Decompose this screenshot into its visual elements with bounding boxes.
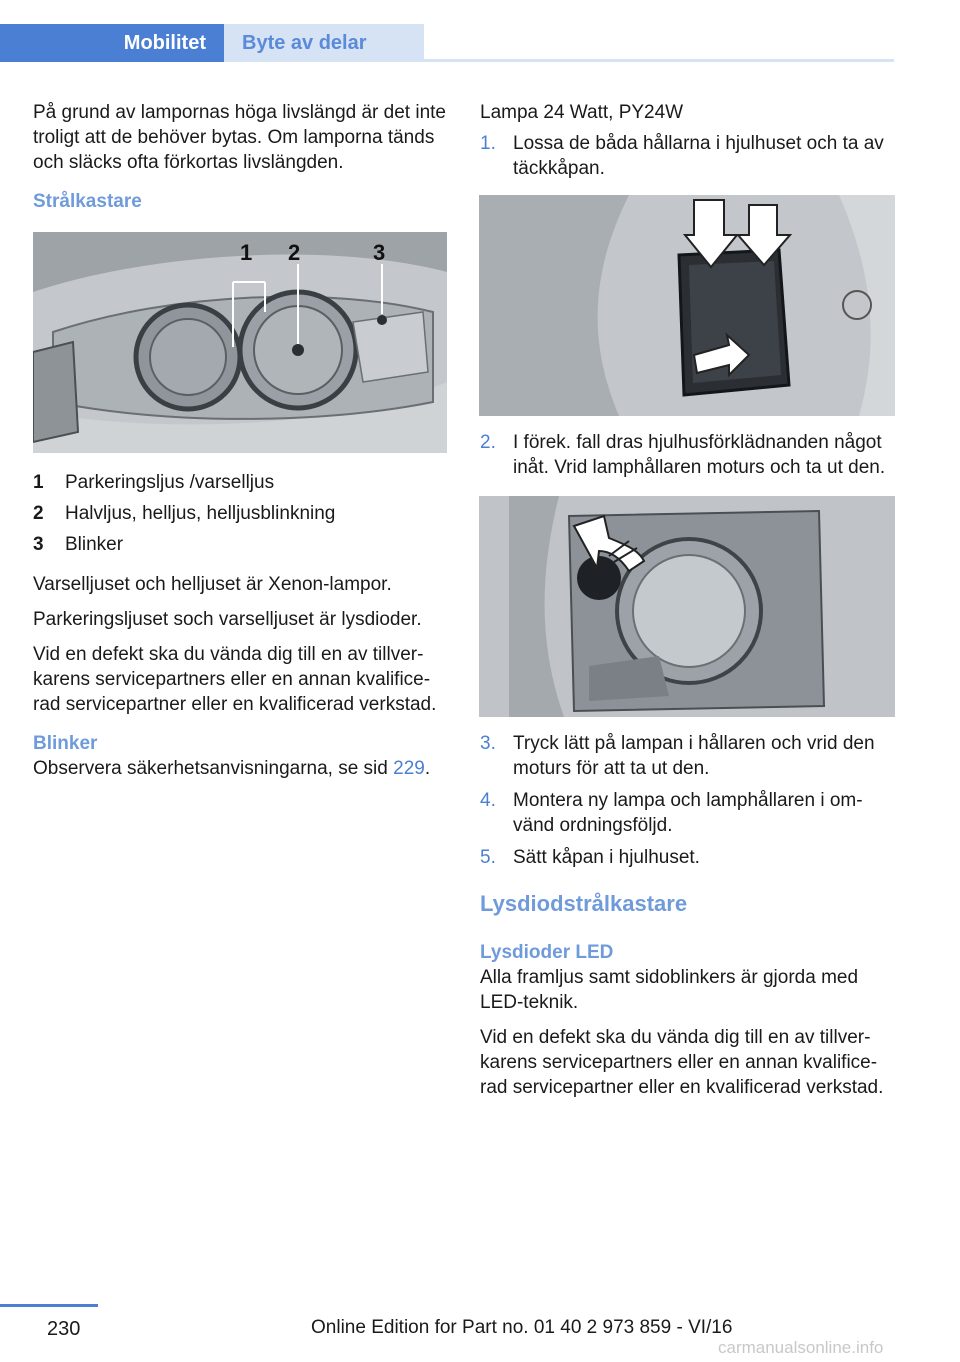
callout-3: 3 — [373, 240, 386, 265]
callout-1: 1 — [240, 240, 253, 265]
legend-item — [33, 498, 447, 529]
page-header — [0, 0, 894, 62]
safety-end: . — [424, 758, 431, 779]
callout-2: 2 — [288, 240, 301, 265]
step-text: Sätt kåpan i hjulhuset. — [513, 847, 700, 868]
left-column — [33, 100, 447, 791]
step-num: 1. — [480, 133, 496, 154]
step-text: Montera ny lampa och lamphållaren i omvänd ordningsföljd. — [513, 790, 863, 836]
step-text: I förek. fall dras hjulhusförklädnanden något inåt. Vrid lamphållaren moturs och ta ut den. — [513, 432, 886, 478]
lamp-title: Lampa 24 Watt, PY24W — [480, 102, 684, 123]
legend-num: 3 — [33, 534, 44, 555]
wheelhouse-cover-illustration — [479, 195, 895, 416]
safety-page-link[interactable]: 229 — [393, 758, 425, 779]
lampholder-figure — [479, 496, 895, 717]
heading-headlights: Strålkastare — [33, 191, 142, 212]
legend-label: Parkeringsljus /varselljus — [65, 472, 275, 493]
safety-text: Observera säkerhetsanvisningarna, se sid — [33, 758, 388, 779]
step-num: 3. — [480, 733, 496, 754]
step-text: Tryck lätt på lampan i hållaren och vrid den moturs för att ta ut den. — [513, 733, 875, 779]
safety-paragraph — [33, 756, 447, 781]
intro-paragraph: På grund av lampornas höga livslängd är det inte troligt att de behöver bytas. Om lamporna tänds och släcks ofta förkortas livslängden. — [33, 102, 446, 173]
footer-rule — [0, 1304, 98, 1307]
legend-item — [33, 529, 447, 560]
legend-num: 2 — [33, 503, 44, 524]
service-paragraph: Vid en defekt ska du vända dig till en av tillverkarens servicepartners eller en annan kvalificerad servicepartner eller en kvalificerad verkstad. — [33, 644, 437, 715]
step-num: 2. — [480, 432, 496, 453]
xenon-paragraph: Varselljuset och helljuset är Xenon-lampor. — [33, 574, 392, 595]
legend-label: Blinker — [65, 534, 124, 555]
step-item — [480, 788, 896, 838]
legend-num: 1 — [33, 472, 44, 493]
header-rule — [224, 59, 894, 62]
tab-byte-av-delar[interactable]: Byte av delar — [224, 24, 424, 62]
heading-led-section: Lysdiodstrålkastare — [480, 891, 688, 916]
step-text: Lossa de båda hållarna i hjulhuset och ta av täckkåpan. — [513, 133, 884, 179]
heading-blinker: Blinker — [33, 733, 98, 754]
heading-led: Lysdioder LED — [480, 942, 614, 963]
tab-mobilitet[interactable]: Mobilitet — [0, 24, 224, 62]
led-paragraph: Parkeringsljuset soch varselljuset är lysdioder. — [33, 609, 422, 630]
wheelhouse-cover-figure — [479, 195, 895, 416]
legend-list — [33, 467, 447, 560]
watermark: carmanualsonline.info — [718, 1338, 884, 1357]
step-item — [480, 731, 896, 781]
step-num: 4. — [480, 790, 496, 811]
right-column — [480, 100, 896, 1110]
step-num: 5. — [480, 847, 496, 868]
step-item — [480, 430, 896, 480]
legend-item — [33, 467, 447, 498]
lampholder-illustration — [479, 496, 895, 717]
step-item — [480, 131, 896, 181]
page-number: 230 — [47, 1318, 81, 1340]
headlight-figure — [33, 232, 447, 453]
led-intro-paragraph: Alla framljus samt sidoblinkers är gjorda med LED-teknik. — [480, 967, 859, 1013]
step-item — [480, 845, 896, 870]
led-service-paragraph: Vid en defekt ska du vända dig till en av tillverkarens servicepartners eller en annan kvalificerad servicepartner eller en kvalificerad verkstad. — [480, 1027, 884, 1098]
legend-label: Halvljus, helljus, helljusblinkning — [65, 503, 336, 524]
edition-info: Online Edition for Part no. 01 40 2 973 859 - VI/16 — [311, 1317, 733, 1338]
